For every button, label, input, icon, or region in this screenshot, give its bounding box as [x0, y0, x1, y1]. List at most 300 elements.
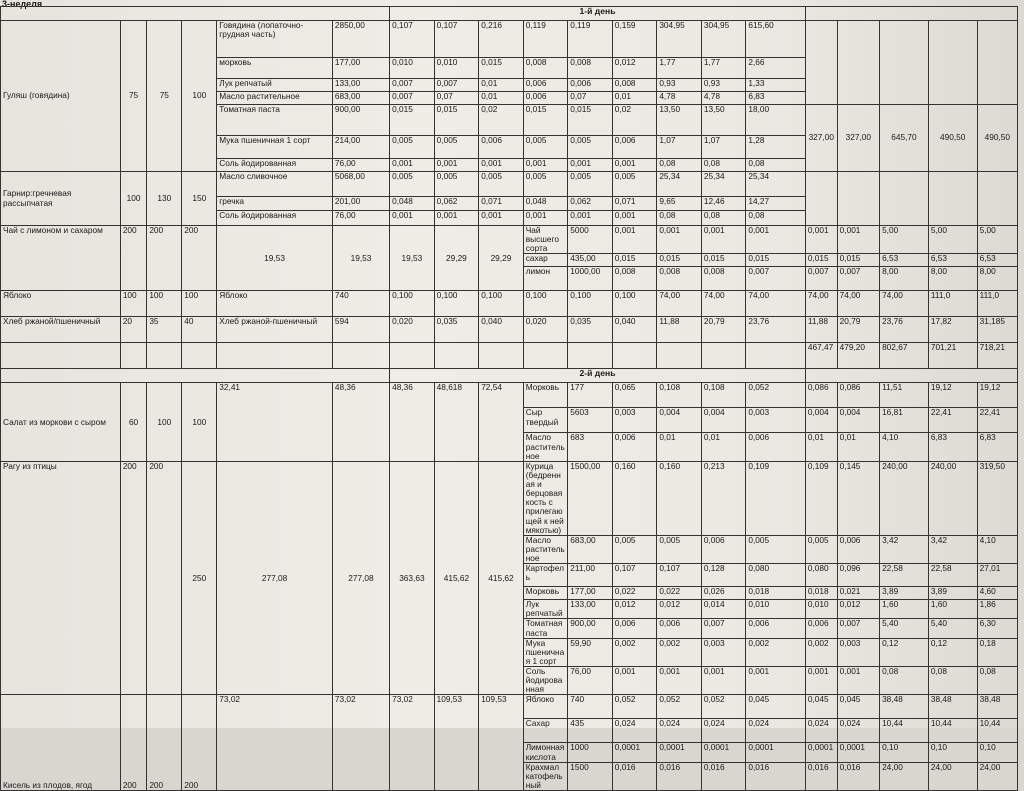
- table-row: [1, 343, 1018, 369]
- value-cell: 0,006: [612, 619, 657, 638]
- value-cell: 0,119: [568, 21, 613, 58]
- value-cell: 0,001: [523, 159, 568, 172]
- value-cell: 24,00: [977, 762, 1017, 790]
- value-cell: 6,83: [977, 433, 1017, 461]
- value-cell: 2,66: [746, 58, 805, 79]
- value-cell: 0,107: [390, 21, 435, 58]
- value-cell: 0,007: [837, 267, 879, 291]
- dish-total: 19,53: [332, 226, 389, 291]
- value-cell: 240,00: [880, 461, 929, 535]
- value-cell: 0,020: [523, 317, 568, 343]
- value-cell: 0,045: [837, 695, 879, 719]
- empty-cell: [523, 343, 568, 369]
- value-cell: 5,40: [880, 619, 929, 638]
- product-name: Мука пшеничная 1 сорт: [523, 638, 568, 666]
- product-name: Масло растительное: [217, 92, 333, 105]
- value-cell: 0,007: [746, 267, 805, 291]
- value-cell: 5,00: [977, 226, 1017, 254]
- value-cell: 0,007: [701, 619, 746, 638]
- value-cell: 25,34: [657, 172, 702, 197]
- value-cell: 0,005: [479, 172, 524, 197]
- empty-cell: [977, 21, 1017, 105]
- value-cell: 0,005: [612, 172, 657, 197]
- product-price: 177,00: [332, 58, 389, 79]
- value-cell: 0,024: [837, 719, 879, 743]
- value-cell: 0,024: [805, 719, 837, 743]
- value-cell: 4,60: [977, 587, 1017, 600]
- value-cell: 10,44: [977, 719, 1017, 743]
- dish-total: 327,00: [805, 105, 837, 172]
- value-cell: 0,216: [479, 21, 524, 58]
- dish-total: 73,02: [217, 695, 333, 791]
- value-cell: 0,004: [657, 408, 702, 433]
- product-price: 211,00: [568, 564, 613, 587]
- table-row: [1, 461, 1018, 535]
- dish-total: 415,62: [479, 461, 524, 695]
- product-price: 900,00: [332, 105, 389, 136]
- value-cell: 0,016: [657, 762, 702, 790]
- value-cell: 1,28: [746, 136, 805, 159]
- dish-total: 327,00: [837, 105, 879, 172]
- product-name: Масло сливочное: [217, 172, 333, 197]
- dish-name: Хлеб ржаной/пшеничный: [1, 317, 121, 343]
- value-cell: 0,015: [837, 254, 879, 267]
- dish-total: 19,53: [390, 226, 435, 291]
- product-price: 740: [332, 291, 389, 317]
- value-cell: 0,107: [612, 564, 657, 587]
- value-cell: 16,81: [880, 408, 929, 433]
- value-cell: 0,119: [523, 21, 568, 58]
- dish-total: 20,79: [837, 317, 879, 343]
- value-cell: 13,50: [701, 105, 746, 136]
- empty-cell: [880, 172, 929, 226]
- product-name: Лимонная кислота: [523, 743, 568, 762]
- product-name: Томатная паста: [217, 105, 333, 136]
- product-name: Сахар: [523, 719, 568, 743]
- product-price: 133,00: [332, 79, 389, 92]
- value-cell: 0,071: [612, 197, 657, 211]
- dish-total: 73,02: [332, 695, 389, 791]
- empty-cell: [805, 21, 837, 105]
- product-price: 201,00: [332, 197, 389, 211]
- value-cell: 0,012: [612, 58, 657, 79]
- value-cell: 0,001: [612, 667, 657, 695]
- value-cell: 23,76: [746, 317, 805, 343]
- value-cell: 1,60: [880, 600, 929, 619]
- value-cell: 0,024: [701, 719, 746, 743]
- value-cell: 0,015: [701, 254, 746, 267]
- value-cell: 0,006: [805, 619, 837, 638]
- value-cell: 0,024: [746, 719, 805, 743]
- dish-name: Кисель из плодов, ягод: [1, 695, 121, 791]
- value-cell: 22,58: [880, 564, 929, 587]
- value-cell: 0,08: [701, 159, 746, 172]
- value-cell: 0,015: [390, 105, 435, 136]
- value-cell: 3,89: [928, 587, 977, 600]
- value-cell: 0,01: [612, 92, 657, 105]
- value-cell: 6,53: [928, 254, 977, 267]
- product-name: лимон: [523, 267, 568, 291]
- value-cell: 0,002: [657, 638, 702, 666]
- value-cell: 0,026: [701, 587, 746, 600]
- value-cell: 0,035: [568, 317, 613, 343]
- table-row: [1, 383, 1018, 408]
- value-cell: 319,50: [977, 461, 1017, 535]
- value-cell: 0,016: [701, 762, 746, 790]
- dish-total: 277,08: [332, 461, 389, 695]
- value-cell: 24,00: [928, 762, 977, 790]
- product-price: 683,00: [568, 535, 613, 563]
- dish-total: 415,62: [434, 461, 479, 695]
- product-name: Масло растительное: [523, 535, 568, 563]
- value-cell: 0,001: [568, 159, 613, 172]
- product-price: 1500: [568, 762, 613, 790]
- value-cell: 0,003: [612, 408, 657, 433]
- weight: 200: [147, 226, 182, 291]
- value-cell: 0,045: [805, 695, 837, 719]
- value-cell: 304,95: [701, 21, 746, 58]
- product-price: 1000,00: [568, 267, 613, 291]
- dish-total: 32,41: [217, 383, 333, 461]
- value-cell: 0,001: [479, 159, 524, 172]
- value-cell: 0,080: [805, 564, 837, 587]
- value-cell: 0,07: [568, 92, 613, 105]
- value-cell: 0,010: [434, 58, 479, 79]
- value-cell: 1,77: [701, 58, 746, 79]
- value-cell: 8,00: [977, 267, 1017, 291]
- value-cell: 8,00: [928, 267, 977, 291]
- empty-cell: [1, 369, 390, 383]
- product-price: 683: [568, 433, 613, 461]
- value-cell: 0,001: [612, 226, 657, 254]
- value-cell: 0,001: [701, 226, 746, 254]
- table-row: [1, 172, 1018, 197]
- value-cell: 0,008: [523, 58, 568, 79]
- value-cell: 0,100: [568, 291, 613, 317]
- value-cell: 0,015: [805, 254, 837, 267]
- dish-total: 29,29: [479, 226, 524, 291]
- dish-name: Рагу из птицы: [1, 461, 121, 695]
- value-cell: 19,12: [977, 383, 1017, 408]
- value-cell: 19,12: [928, 383, 977, 408]
- empty-cell: [434, 343, 479, 369]
- weight: 130: [147, 172, 182, 226]
- value-cell: 0,100: [390, 291, 435, 317]
- dish-name: Гуляш (говядина): [1, 21, 121, 172]
- value-cell: 0,008: [568, 58, 613, 79]
- value-cell: 0,020: [390, 317, 435, 343]
- menu-cost-table: [0, 6, 1018, 791]
- value-cell: 0,014: [701, 600, 746, 619]
- value-cell: 0,003: [746, 408, 805, 433]
- value-cell: 74,00: [701, 291, 746, 317]
- value-cell: 27,01: [977, 564, 1017, 587]
- dish-total: 73,02: [390, 695, 435, 791]
- value-cell: 0,160: [657, 461, 702, 535]
- value-cell: 0,005: [746, 535, 805, 563]
- table-row: [1, 369, 1018, 383]
- value-cell: 0,109: [746, 461, 805, 535]
- value-cell: 0,005: [523, 172, 568, 197]
- value-cell: 0,08: [880, 667, 929, 695]
- value-cell: 13,50: [657, 105, 702, 136]
- empty-cell: [1, 343, 121, 369]
- product-price: 214,00: [332, 136, 389, 159]
- value-cell: 0,006: [657, 619, 702, 638]
- weight: 200: [182, 226, 217, 291]
- value-cell: 0,0001: [657, 743, 702, 762]
- value-cell: 10,44: [928, 719, 977, 743]
- weight: 100: [147, 291, 182, 317]
- dish-total: 111,0: [928, 291, 977, 317]
- value-cell: 0,016: [805, 762, 837, 790]
- value-cell: 0,008: [612, 79, 657, 92]
- value-cell: 0,001: [746, 667, 805, 695]
- value-cell: 0,02: [612, 105, 657, 136]
- value-cell: 0,007: [805, 267, 837, 291]
- table-row: [1, 317, 1018, 343]
- value-cell: 0,086: [837, 383, 879, 408]
- empty-cell: [880, 21, 929, 105]
- value-cell: 0,062: [434, 197, 479, 211]
- value-cell: 0,0001: [701, 743, 746, 762]
- value-cell: 0,10: [977, 743, 1017, 762]
- product-name: Картофель: [523, 564, 568, 587]
- value-cell: 4,78: [657, 92, 702, 105]
- value-cell: 0,010: [805, 600, 837, 619]
- product-price: 435: [568, 719, 613, 743]
- weight: 60: [120, 383, 147, 461]
- value-cell: 0,100: [434, 291, 479, 317]
- value-cell: 6,83: [928, 433, 977, 461]
- weight: 200: [182, 695, 217, 791]
- dish-total: 31,185: [977, 317, 1017, 343]
- product-name: сахар: [523, 254, 568, 267]
- empty-cell: [390, 343, 435, 369]
- value-cell: 0,004: [837, 408, 879, 433]
- dish-total: 48,36: [390, 383, 435, 461]
- day-total: 701,21: [928, 343, 977, 369]
- day-title: 2-й день: [390, 369, 806, 383]
- value-cell: 0,015: [479, 58, 524, 79]
- value-cell: 0,052: [701, 695, 746, 719]
- value-cell: 5,00: [928, 226, 977, 254]
- value-cell: 0,128: [701, 564, 746, 587]
- value-cell: 0,001: [390, 159, 435, 172]
- product-name: Мука пшеничная 1 сорт: [217, 136, 333, 159]
- value-cell: 0,015: [434, 105, 479, 136]
- value-cell: 0,005: [805, 535, 837, 563]
- value-cell: 0,005: [390, 172, 435, 197]
- value-cell: 0,024: [657, 719, 702, 743]
- value-cell: 0,001: [805, 226, 837, 254]
- value-cell: 5,00: [880, 226, 929, 254]
- dish-total: 74,00: [805, 291, 837, 317]
- value-cell: 0,213: [701, 461, 746, 535]
- value-cell: 0,10: [928, 743, 977, 762]
- value-cell: 0,18: [977, 638, 1017, 666]
- value-cell: 0,01: [837, 433, 879, 461]
- value-cell: 0,012: [837, 600, 879, 619]
- value-cell: 0,005: [568, 172, 613, 197]
- empty-cell: [657, 343, 702, 369]
- dish-total: 48,618: [434, 383, 479, 461]
- value-cell: 25,34: [701, 172, 746, 197]
- product-price: 133,00: [568, 600, 613, 619]
- value-cell: 0,001: [612, 211, 657, 226]
- dish-total: 490,50: [928, 105, 977, 172]
- weight: 100: [120, 291, 147, 317]
- value-cell: 0,016: [837, 762, 879, 790]
- value-cell: 0,006: [523, 79, 568, 92]
- dish-total: 363,63: [390, 461, 435, 695]
- dish-total: 19,53: [217, 226, 333, 291]
- value-cell: 0,100: [479, 291, 524, 317]
- value-cell: 0,002: [805, 638, 837, 666]
- weight: 75: [120, 21, 147, 172]
- value-cell: 0,008: [612, 267, 657, 291]
- product-price: 683,00: [332, 92, 389, 105]
- value-cell: 0,108: [657, 383, 702, 408]
- value-cell: 14,27: [746, 197, 805, 211]
- value-cell: 0,004: [805, 408, 837, 433]
- value-cell: 3,42: [928, 535, 977, 563]
- value-cell: 0,001: [479, 211, 524, 226]
- value-cell: 4,78: [701, 92, 746, 105]
- value-cell: 0,003: [701, 638, 746, 666]
- product-price: 59,90: [568, 638, 613, 666]
- empty-cell: [120, 343, 147, 369]
- empty-cell: [837, 172, 879, 226]
- value-cell: 24,00: [880, 762, 929, 790]
- weight: 100: [182, 291, 217, 317]
- empty-cell: [928, 172, 977, 226]
- value-cell: 74,00: [657, 291, 702, 317]
- value-cell: 25,34: [746, 172, 805, 197]
- value-cell: 0,015: [746, 254, 805, 267]
- day-total: 467,47: [805, 343, 837, 369]
- value-cell: 0,006: [837, 535, 879, 563]
- empty-cell: [182, 343, 217, 369]
- value-cell: 1,33: [746, 79, 805, 92]
- value-cell: 0,010: [746, 600, 805, 619]
- empty-cell: [805, 172, 837, 226]
- value-cell: 0,086: [805, 383, 837, 408]
- value-cell: 4,10: [880, 433, 929, 461]
- value-cell: 0,01: [657, 433, 702, 461]
- weight: 200: [147, 695, 182, 791]
- value-cell: 0,160: [612, 461, 657, 535]
- value-cell: 0,001: [657, 226, 702, 254]
- product-price: 435,00: [568, 254, 613, 267]
- dish-total: 277,08: [217, 461, 333, 695]
- value-cell: 0,015: [612, 254, 657, 267]
- value-cell: 0,001: [612, 159, 657, 172]
- weight: 40: [182, 317, 217, 343]
- product-name: Яблоко: [217, 291, 333, 317]
- value-cell: 0,010: [390, 58, 435, 79]
- product-price: 740: [568, 695, 613, 719]
- value-cell: 0,001: [701, 667, 746, 695]
- dish-total: 74,00: [880, 291, 929, 317]
- product-name: Соль йодированная: [523, 667, 568, 695]
- product-price: 1000: [568, 743, 613, 762]
- value-cell: 0,012: [612, 600, 657, 619]
- value-cell: 0,062: [568, 197, 613, 211]
- value-cell: 0,001: [390, 211, 435, 226]
- dish-name: Яблоко: [1, 291, 121, 317]
- value-cell: 0,052: [657, 695, 702, 719]
- value-cell: 0,007: [390, 92, 435, 105]
- product-price: 5068,00: [332, 172, 389, 197]
- value-cell: 0,018: [746, 587, 805, 600]
- value-cell: 0,024: [612, 719, 657, 743]
- weight: 250: [182, 461, 217, 695]
- value-cell: 0,096: [837, 564, 879, 587]
- value-cell: 0,048: [523, 197, 568, 211]
- value-cell: 0,005: [612, 535, 657, 563]
- value-cell: 0,005: [568, 136, 613, 159]
- table-row: [1, 226, 1018, 254]
- dish-total: 17,82: [928, 317, 977, 343]
- empty-cell: [928, 21, 977, 105]
- dish-total: 111,0: [977, 291, 1017, 317]
- value-cell: 6,53: [880, 254, 929, 267]
- value-cell: 8,00: [880, 267, 929, 291]
- product-price: 2850,00: [332, 21, 389, 58]
- value-cell: 0,08: [928, 667, 977, 695]
- product-price: 594: [332, 317, 389, 343]
- value-cell: 0,001: [805, 667, 837, 695]
- value-cell: 0,005: [523, 136, 568, 159]
- value-cell: 0,08: [977, 667, 1017, 695]
- empty-cell: [805, 369, 1017, 383]
- value-cell: 18,00: [746, 105, 805, 136]
- value-cell: 12,46: [701, 197, 746, 211]
- day-total: 718,21: [977, 343, 1017, 369]
- table-row: [1, 291, 1018, 317]
- day-title: 1-й день: [390, 7, 806, 21]
- value-cell: 0,004: [701, 408, 746, 433]
- value-cell: 0,001: [837, 667, 879, 695]
- empty-cell: [479, 343, 524, 369]
- value-cell: 38,48: [977, 695, 1017, 719]
- value-cell: 0,08: [657, 211, 702, 226]
- value-cell: 0,003: [837, 638, 879, 666]
- day-total: 479,20: [837, 343, 879, 369]
- dish-total: 645,70: [880, 105, 929, 172]
- value-cell: 0,080: [746, 564, 805, 587]
- weight: 150: [182, 172, 217, 226]
- week-label: 3-неделя: [2, 0, 43, 9]
- product-name: Хлеб ржаной-пшеничный: [217, 317, 333, 343]
- dish-total: 109,53: [434, 695, 479, 791]
- value-cell: 0,005: [657, 535, 702, 563]
- value-cell: 0,006: [746, 619, 805, 638]
- value-cell: 0,100: [523, 291, 568, 317]
- value-cell: 0,006: [612, 433, 657, 461]
- value-cell: 22,41: [977, 408, 1017, 433]
- value-cell: 6,53: [977, 254, 1017, 267]
- value-cell: 1,77: [657, 58, 702, 79]
- table-row: [1, 695, 1018, 719]
- value-cell: 0,0001: [746, 743, 805, 762]
- dish-name: Чай с лимоном и сахаром: [1, 226, 121, 291]
- value-cell: 3,42: [880, 535, 929, 563]
- product-price: 76,00: [332, 159, 389, 172]
- product-name: Масло растительное: [523, 433, 568, 461]
- value-cell: 0,012: [657, 600, 702, 619]
